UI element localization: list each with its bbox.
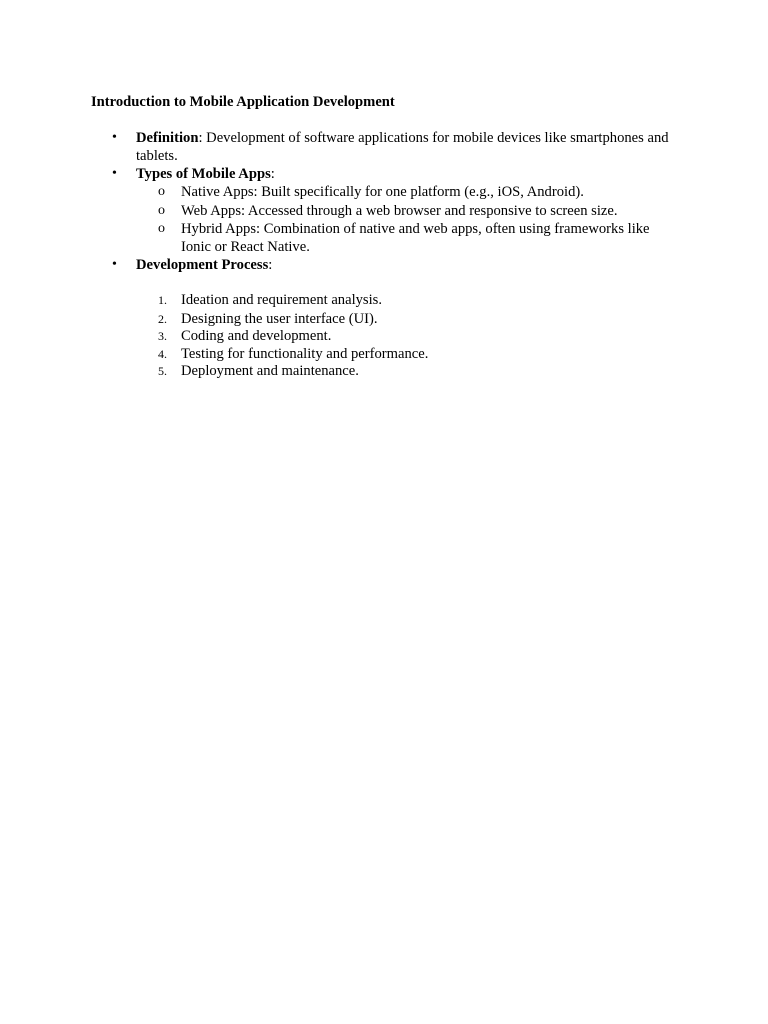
step-number: 1.: [158, 293, 167, 307]
process-term: Development Process: [136, 257, 269, 273]
list-item-text: [136, 129, 676, 165]
sub-item-text: Native Apps: Built specifically for one platform (e.g., iOS, Android).: [181, 184, 584, 200]
types-term: Types of Mobile Apps: [136, 166, 271, 182]
step-text: Designing the user interface (UI).: [181, 311, 378, 327]
sub-item-text: Web Apps: Accessed through a web browser and responsive to screen size.: [181, 203, 618, 219]
step-text: Deployment and maintenance.: [181, 363, 359, 379]
term-separator: :: [268, 257, 273, 273]
step-number: 2.: [158, 312, 167, 326]
bullet-marker: •: [112, 130, 117, 145]
bullet-marker: •: [112, 257, 117, 272]
definition-text: Development of software applications for mobile devices like smartphones and tablets.: [136, 130, 669, 164]
term-separator: :: [198, 130, 203, 146]
list-item-text: [136, 165, 676, 183]
step-text: Testing for functionality and performance.: [181, 346, 429, 362]
sub-bullet-marker: o: [158, 203, 165, 218]
step-text: Coding and development.: [181, 328, 332, 344]
sub-item-text: Hybrid Apps: Combination of native and web apps, often using frameworks like Ionic or React Native.: [181, 221, 650, 255]
step-number: 5.: [158, 364, 167, 378]
document-title: Introduction to Mobile Application Development: [91, 94, 395, 110]
list-item-text: [136, 256, 676, 274]
step-text: Ideation and requirement analysis.: [181, 292, 382, 308]
term-separator: :: [270, 166, 275, 182]
bullet-marker: •: [112, 166, 117, 181]
sub-bullet-marker: o: [158, 221, 165, 236]
sub-bullet-marker: o: [158, 184, 165, 199]
step-number: 4.: [158, 347, 167, 361]
definition-term: Definition: [136, 130, 199, 146]
step-number: 3.: [158, 329, 167, 343]
